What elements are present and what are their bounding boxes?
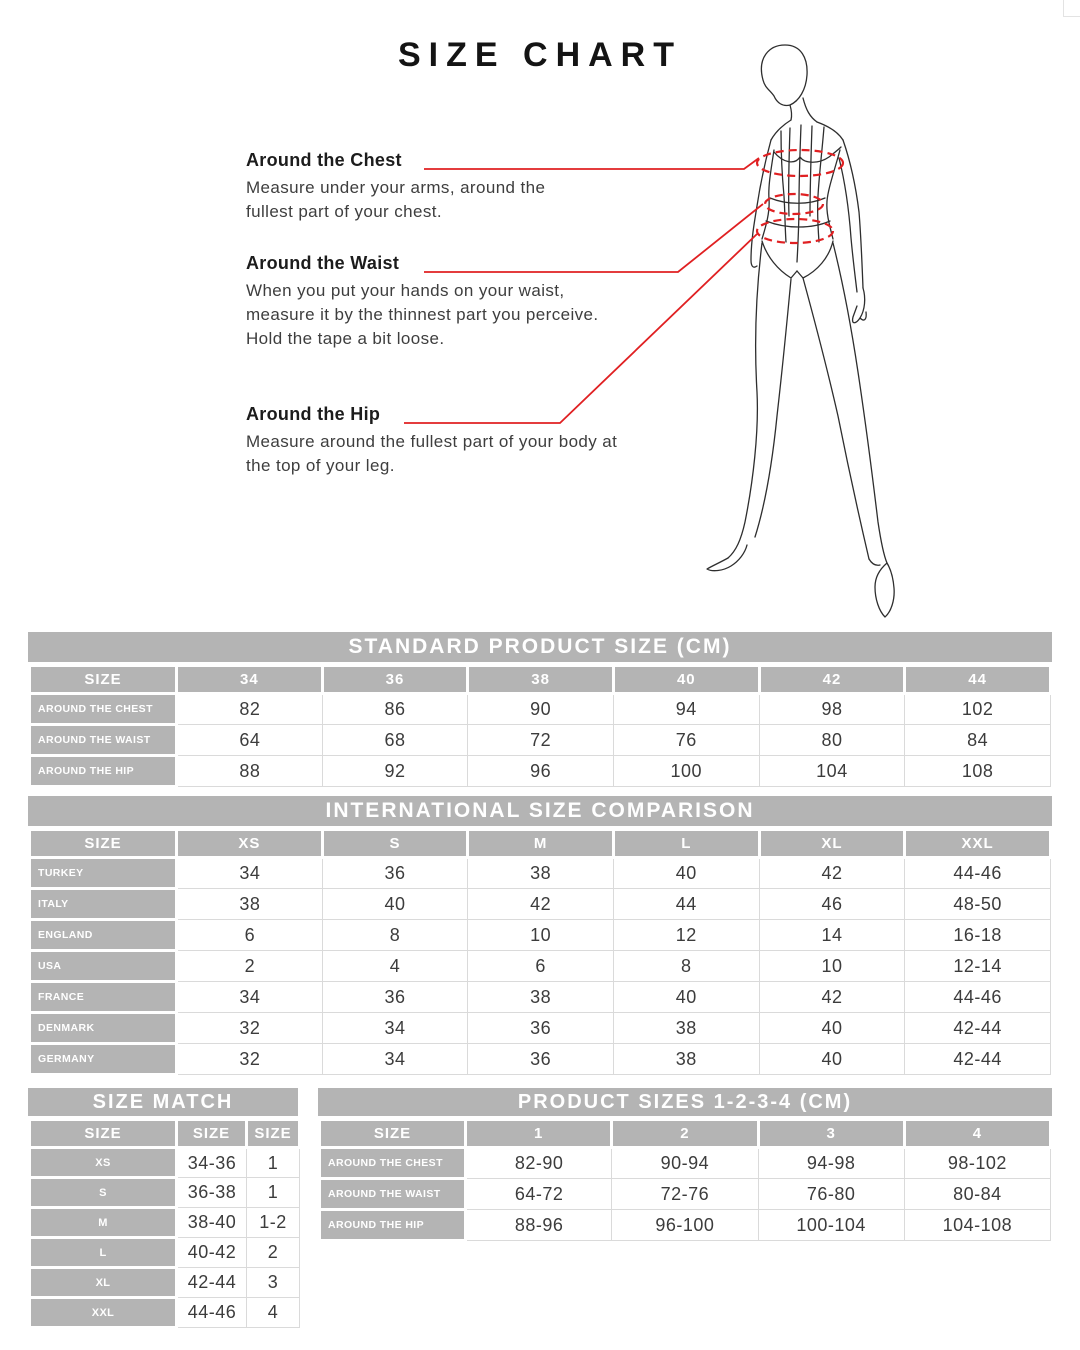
table-row xyxy=(30,1013,1051,1044)
column-header: 42 xyxy=(759,666,905,694)
waist-ring xyxy=(765,194,823,214)
column-header: XXL xyxy=(905,830,1051,858)
table-title: STANDARD PRODUCT SIZE (CM) xyxy=(28,632,1052,662)
row-label: FRANCE xyxy=(30,982,177,1013)
column-header: SIZE xyxy=(30,1120,177,1148)
column-header: XS xyxy=(177,830,323,858)
table-row xyxy=(30,1298,300,1328)
table-cell: 1 xyxy=(247,1148,300,1178)
table-cell: 88 xyxy=(177,756,323,787)
table-cell: 68 xyxy=(322,725,468,756)
table-cell: 80 xyxy=(759,725,905,756)
table-cell: 40 xyxy=(322,889,468,920)
row-label: AROUND THE CHEST xyxy=(30,694,177,725)
row-label: L xyxy=(30,1238,177,1268)
table-cell: 46 xyxy=(759,889,905,920)
table-cell: 34 xyxy=(177,858,323,889)
table-cell: 32 xyxy=(177,1013,323,1044)
row-label: AROUND THE WAIST xyxy=(30,725,177,756)
table-cell: 76 xyxy=(613,725,759,756)
column-header: SIZE xyxy=(320,1120,466,1148)
table-cell: 36 xyxy=(322,982,468,1013)
table-cell: 96 xyxy=(468,756,614,787)
table-cell: 36-38 xyxy=(177,1178,247,1208)
row-label: TURKEY xyxy=(30,858,177,889)
table-header-row xyxy=(30,666,1051,694)
annotation-description: Measure under your arms, around the fullest part of your chest. xyxy=(246,178,546,221)
table-cell: 6 xyxy=(468,951,614,982)
table-row xyxy=(30,1044,1051,1075)
column-header: 1 xyxy=(466,1120,612,1148)
table-cell: 36 xyxy=(322,858,468,889)
table-row xyxy=(30,951,1051,982)
table-cell: 64 xyxy=(177,725,323,756)
table-row xyxy=(30,858,1051,889)
table-cell: 14 xyxy=(759,920,905,951)
page-title: SIZE CHART xyxy=(398,36,682,74)
product-sizes-table xyxy=(318,1118,1052,1242)
table-cell: 6 xyxy=(177,920,323,951)
table-cell: 32 xyxy=(177,1044,323,1075)
row-label: S xyxy=(30,1178,177,1208)
table-cell: 104-108 xyxy=(904,1210,1050,1241)
table-cell: 2 xyxy=(247,1238,300,1268)
table-row xyxy=(30,756,1051,787)
table-cell: 4 xyxy=(322,951,468,982)
column-header: L xyxy=(613,830,759,858)
standard-product-size-section xyxy=(28,632,1052,788)
table-row xyxy=(320,1210,1051,1241)
annotation-description: Measure around the fullest part of your body at the top of your leg. xyxy=(246,432,618,475)
table-cell: 86 xyxy=(322,694,468,725)
fashion-figure-illustration xyxy=(707,45,894,617)
annotation-label: Around the Hip xyxy=(246,404,381,424)
annotation-chest xyxy=(246,150,596,224)
product-sizes-section xyxy=(318,1088,1052,1242)
row-label: AROUND THE HIP xyxy=(30,756,177,787)
table-cell: 10 xyxy=(759,951,905,982)
table-cell: 42 xyxy=(759,858,905,889)
row-label: GERMANY xyxy=(30,1044,177,1075)
table-cell: 42-44 xyxy=(905,1044,1051,1075)
table-header-row xyxy=(30,830,1051,858)
table-cell: 38 xyxy=(468,858,614,889)
table-cell: 34-36 xyxy=(177,1148,247,1178)
table-cell: 64-72 xyxy=(466,1179,612,1210)
column-header: M xyxy=(468,830,614,858)
table-cell: 92 xyxy=(322,756,468,787)
column-header: SIZE xyxy=(177,1120,247,1148)
table-title: INTERNATIONAL SIZE COMPARISON xyxy=(28,796,1052,826)
table-cell: 38 xyxy=(613,1044,759,1075)
table-row xyxy=(30,982,1051,1013)
table-cell: 16-18 xyxy=(905,920,1051,951)
row-label: AROUND THE HIP xyxy=(320,1210,466,1241)
table-row xyxy=(30,1268,300,1298)
table-cell: 82 xyxy=(177,694,323,725)
table-cell: 40-42 xyxy=(177,1238,247,1268)
annotation-label: Around the Chest xyxy=(246,150,402,170)
row-label: M xyxy=(30,1208,177,1238)
table-row xyxy=(30,920,1051,951)
table-cell: 38 xyxy=(613,1013,759,1044)
table-row xyxy=(30,725,1051,756)
column-header: XL xyxy=(759,830,905,858)
table-cell: 48-50 xyxy=(905,889,1051,920)
row-label: XXL xyxy=(30,1298,177,1328)
table-title: SIZE MATCH xyxy=(28,1088,298,1116)
annotation-description: When you put your hands on your waist, measure it by the thinnest part you perceive. Hold the tape a bit loose. xyxy=(246,281,599,348)
table-row xyxy=(30,1208,300,1238)
row-label: DENMARK xyxy=(30,1013,177,1044)
table-cell: 10 xyxy=(468,920,614,951)
table-cell: 108 xyxy=(905,756,1051,787)
table-cell: 100 xyxy=(613,756,759,787)
table-header-row xyxy=(320,1120,1051,1148)
table-cell: 40 xyxy=(613,858,759,889)
table-cell: 90 xyxy=(468,694,614,725)
table-cell: 44-46 xyxy=(905,858,1051,889)
column-header: SIZE xyxy=(30,666,177,694)
cropped-ui-corner xyxy=(1063,0,1080,17)
table-cell: 38 xyxy=(468,982,614,1013)
table-cell: 40 xyxy=(759,1013,905,1044)
table-row xyxy=(30,1148,300,1178)
table-cell: 2 xyxy=(177,951,323,982)
international-size-section xyxy=(28,796,1052,1076)
table-cell: 102 xyxy=(905,694,1051,725)
table-cell: 80-84 xyxy=(904,1179,1050,1210)
table-row xyxy=(30,694,1051,725)
table-cell: 34 xyxy=(322,1013,468,1044)
table-cell: 42 xyxy=(759,982,905,1013)
row-label: ENGLAND xyxy=(30,920,177,951)
international-size-table xyxy=(28,828,1052,1076)
column-header: SIZE xyxy=(247,1120,300,1148)
table-cell: 12-14 xyxy=(905,951,1051,982)
table-cell: 1-2 xyxy=(247,1208,300,1238)
column-header: 4 xyxy=(904,1120,1050,1148)
row-label: AROUND THE CHEST xyxy=(320,1148,466,1179)
table-cell: 36 xyxy=(468,1044,614,1075)
table-cell: 36 xyxy=(468,1013,614,1044)
table-cell: 94 xyxy=(613,694,759,725)
column-header: SIZE xyxy=(30,830,177,858)
row-label: XL xyxy=(30,1268,177,1298)
table-cell: 82-90 xyxy=(466,1148,612,1179)
table-cell: 3 xyxy=(247,1268,300,1298)
table-cell: 100-104 xyxy=(758,1210,904,1241)
table-cell: 96-100 xyxy=(612,1210,758,1241)
row-label: AROUND THE WAIST xyxy=(320,1179,466,1210)
table-cell: 34 xyxy=(322,1044,468,1075)
table-header-row xyxy=(30,1120,300,1148)
table-cell: 98 xyxy=(759,694,905,725)
table-cell: 38-40 xyxy=(177,1208,247,1238)
table-cell: 8 xyxy=(613,951,759,982)
column-header: 3 xyxy=(758,1120,904,1148)
table-cell: 76-80 xyxy=(758,1179,904,1210)
table-cell: 44-46 xyxy=(177,1298,247,1328)
measurement-rings xyxy=(757,150,843,243)
hip-ring xyxy=(757,219,833,243)
table-cell: 34 xyxy=(177,982,323,1013)
column-header: 34 xyxy=(177,666,323,694)
table-row xyxy=(30,1178,300,1208)
table-cell: 4 xyxy=(247,1298,300,1328)
column-header: 36 xyxy=(322,666,468,694)
column-header: 38 xyxy=(468,666,614,694)
table-cell: 94-98 xyxy=(758,1148,904,1179)
table-cell: 72 xyxy=(468,725,614,756)
table-row xyxy=(30,889,1051,920)
annotation-waist xyxy=(246,253,624,351)
table-cell: 84 xyxy=(905,725,1051,756)
table-cell: 98-102 xyxy=(904,1148,1050,1179)
column-header: 44 xyxy=(905,666,1051,694)
table-cell: 40 xyxy=(613,982,759,1013)
table-cell: 90-94 xyxy=(612,1148,758,1179)
table-cell: 104 xyxy=(759,756,905,787)
chest-ring xyxy=(757,150,843,176)
row-label: USA xyxy=(30,951,177,982)
size-match-section xyxy=(28,1088,298,1329)
table-row xyxy=(320,1179,1051,1210)
table-cell: 40 xyxy=(759,1044,905,1075)
column-header: 40 xyxy=(613,666,759,694)
table-cell: 42-44 xyxy=(905,1013,1051,1044)
table-cell: 88-96 xyxy=(466,1210,612,1241)
table-title: PRODUCT SIZES 1-2-3-4 (CM) xyxy=(318,1088,1052,1116)
table-cell: 72-76 xyxy=(612,1179,758,1210)
annotation-hip xyxy=(246,404,624,478)
column-header: S xyxy=(322,830,468,858)
table-cell: 44-46 xyxy=(905,982,1051,1013)
table-row xyxy=(320,1148,1051,1179)
column-header: 2 xyxy=(612,1120,758,1148)
table-row xyxy=(30,1238,300,1268)
table-cell: 1 xyxy=(247,1178,300,1208)
table-cell: 42-44 xyxy=(177,1268,247,1298)
table-cell: 42 xyxy=(468,889,614,920)
table-cell: 8 xyxy=(322,920,468,951)
row-label: XS xyxy=(30,1148,177,1178)
table-cell: 38 xyxy=(177,889,323,920)
table-cell: 12 xyxy=(613,920,759,951)
standard-product-size-table xyxy=(28,664,1052,788)
size-match-table xyxy=(28,1118,301,1329)
row-label: ITALY xyxy=(30,889,177,920)
annotation-label: Around the Waist xyxy=(246,253,400,273)
table-cell: 44 xyxy=(613,889,759,920)
